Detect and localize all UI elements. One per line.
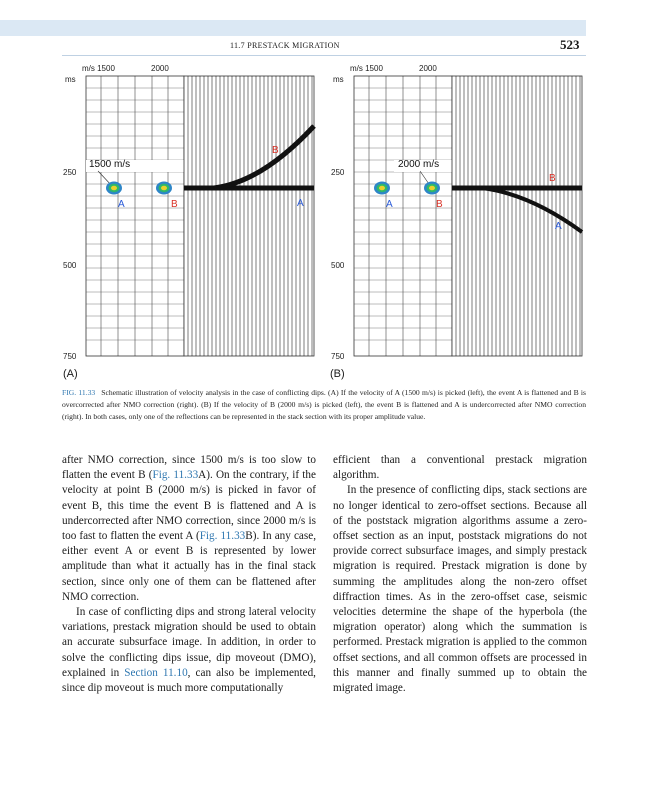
vel-tick-2000: 2000 <box>419 64 437 73</box>
body-column-left <box>62 453 316 696</box>
picked-velocity-label: 2000 m/s <box>398 159 440 170</box>
nmo-corrected-gather <box>452 76 582 356</box>
figure-link[interactable]: Fig. 11.33 <box>152 469 199 482</box>
panel-label-a: (A) <box>63 368 78 380</box>
body-column-right <box>333 453 587 696</box>
figure-link[interactable]: Fig. 11.33 <box>199 530 246 543</box>
vel-tick-2000: 2000 <box>151 64 169 73</box>
text-run: In case of conflicting dips and strong lateral velocity variations, prestack migration should be used to obtain an accurate subsurface image. In addition, in order to solve the conflicting dips issue, dip moveout (DMO), explained in <box>62 606 316 679</box>
figure-panel-b <box>330 60 582 360</box>
text-run: after NMO correction, since 1500 m/s is too slow to flatten the event B ( <box>62 454 316 482</box>
depth-tick-500: 500 <box>63 261 77 270</box>
depth-tick-750: 750 <box>331 352 345 361</box>
unit-label: ms <box>333 75 344 84</box>
event-a-label: A <box>118 199 125 210</box>
depth-tick-250: 250 <box>331 168 345 177</box>
figure-panel-a <box>62 60 314 360</box>
text-run: , can also be implemented, since dip moveout is much more computationally <box>62 666 316 695</box>
curve-label-a: A <box>297 198 304 209</box>
depth-tick-750: 750 <box>63 352 77 361</box>
event-b-label: B <box>171 199 178 210</box>
depth-tick-500: 500 <box>331 261 345 270</box>
picked-velocity-label: 1500 m/s <box>89 159 131 170</box>
velocity-spectrum <box>86 76 184 356</box>
curve-label-b: B <box>549 173 556 184</box>
header-band <box>0 20 586 36</box>
panel-label-b: (B) <box>330 368 345 380</box>
velocity-spectrum <box>354 76 452 356</box>
vel-tick-1500: m/s 1500 <box>82 64 115 73</box>
header-rule <box>62 55 586 56</box>
event-a-label: A <box>386 199 393 210</box>
running-header: 11.7 PRESTACK MIGRATION <box>230 41 340 50</box>
text-run: B). In any case, either event A or event B is represented by lower amplitude than what it actually has in the final stack section, since only one of them can be flattened after NMO correction. <box>62 530 316 603</box>
text-run: A). On the contrary, if the velocity at point B (2000 m/s) is picked in favor of event B, this time the event B is flattened and A is undercorrected after NMO correction, since 2000 m/s is too fast to flatten the event A ( <box>62 469 316 543</box>
paragraph <box>62 453 316 605</box>
unit-label: ms <box>65 75 76 84</box>
depth-tick-250: 250 <box>63 168 77 177</box>
curve-label-a: A <box>555 221 562 232</box>
vel-tick-1500: m/s 1500 <box>350 64 383 73</box>
curve-label-b: B <box>272 145 279 156</box>
figure-caption <box>62 387 586 423</box>
caption-text: Schematic illustration of velocity analysis in the case of conflicting dips. (A) If the velocity of A (1500 m/s) is picked (left), the event A is flattened and B is overcorrected after NMO correction (right). (B) If the velocity of B (2000 m/s) is picked (left), the event B is flattened and A is undercorrected after NMO correction (right). In both cases, only one of the reflections can be represented in the stack section with its proper amplitude value. <box>62 388 586 421</box>
nmo-corrected-gather <box>184 76 314 356</box>
paragraph: efficient than a conventional prestack migration algorithm. <box>333 454 587 482</box>
caption-label: FIG. 11.33 <box>62 388 96 397</box>
section-link[interactable]: Section 11.10 <box>124 666 188 679</box>
event-b-label: B <box>436 199 443 210</box>
paragraph: In the presence of conflicting dips, stack sections are no longer identical to zero-offset sections. Because all of the poststack migration algorithms assume a zero-offset section as an input, poststack migrations do not provide correct subsurface images, and simply prestack migration is required. Prestack migration is done by summing the amplitudes along the non-zero offset diffraction times. As in the zero-offset case, seismic velocities determine the shape of the hyperbola (the migration operator) along which the summation is performed. Prestack migration is applied to the common offset sections, and all common offsets are processed in this manner and finally summed up to obtain the migrated image. <box>333 484 587 695</box>
paragraph <box>62 605 316 696</box>
page-number: 523 <box>560 37 580 52</box>
